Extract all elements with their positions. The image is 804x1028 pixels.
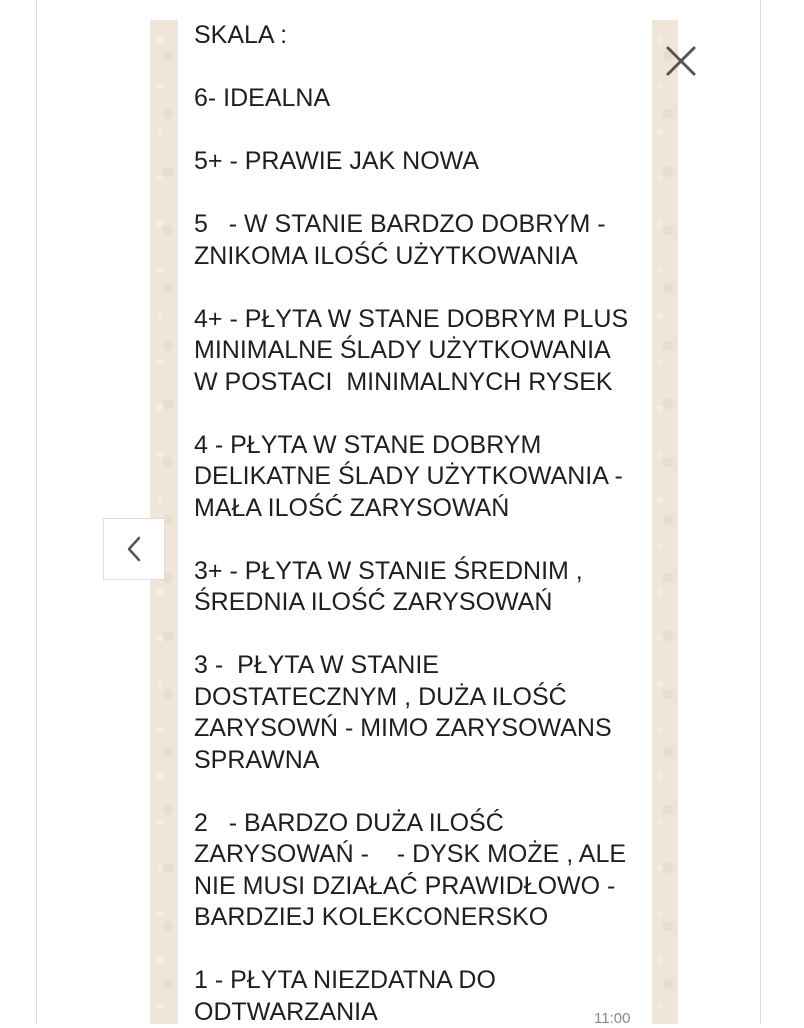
- message-line: 1 - PŁYTA NIEZDATNA DO: [194, 966, 496, 994]
- message-line: 4 - PŁYTA W STANE DOBRYM: [194, 430, 542, 459]
- close-icon: [660, 40, 702, 82]
- message-line: DELIKATNE ŚLADY UŻYTKOWANIA -: [194, 462, 623, 490]
- message-line: MAŁA ILOŚĆ ZARYSOWAŃ: [194, 493, 510, 522]
- message-bubble: [178, 0, 652, 1024]
- message-line: NIE MUSI DZIAŁAĆ PRAWIDŁOWO -: [194, 871, 616, 900]
- message-line: 5+ - PRAWIE JAK NOWA: [194, 147, 479, 175]
- message-line: 3+ - PŁYTA W STANIE ŚREDNIM ,: [194, 556, 583, 585]
- message-line: SPRAWNA: [194, 745, 320, 774]
- message-line: ŚREDNIA ILOŚĆ ZARYSOWAŃ: [194, 588, 553, 616]
- message-line: 5 - W STANIE BARDZO DOBRYM -: [194, 210, 606, 238]
- message-line: ZARYSOWŃ - MIMO ZARYSOWANS: [194, 714, 612, 742]
- message-line: BARDZIEJ KOLEKCONERSKO: [194, 903, 549, 931]
- close-button[interactable]: [660, 40, 702, 82]
- message-line: ZARYSOWAŃ - - DYSK MOŻE , ALE: [194, 840, 627, 868]
- previous-image-button[interactable]: [103, 518, 165, 580]
- message-line: 2 - BARDZO DUŻA ILOŚĆ: [194, 808, 504, 837]
- message-line: MINIMALNE ŚLADY UŻYTKOWANIA: [194, 336, 611, 364]
- message-line: SKALA :: [194, 21, 288, 49]
- message-text: [194, 20, 652, 1028]
- frame-border-left: [36, 0, 37, 1024]
- message-line: ZNIKOMA ILOŚĆ UŻYTKOWANIA: [194, 241, 578, 270]
- message-line: W POSTACI MINIMALNYCH RYSEK: [194, 367, 613, 396]
- message-line: 6- IDEALNA: [194, 84, 331, 112]
- message-timestamp: 11:00: [594, 1010, 631, 1027]
- frame-border-right: [760, 0, 761, 1024]
- message-line: 3 - PŁYTA W STANIE: [194, 651, 439, 679]
- message-line: 4+ - PŁYTA W STANE DOBRYM PLUS: [194, 304, 629, 333]
- chevron-left-icon: [123, 534, 145, 564]
- message-line: DOSTATECZNYM , DUŻA ILOŚĆ: [194, 682, 567, 711]
- message-line: ODTWARZANIA: [194, 997, 378, 1026]
